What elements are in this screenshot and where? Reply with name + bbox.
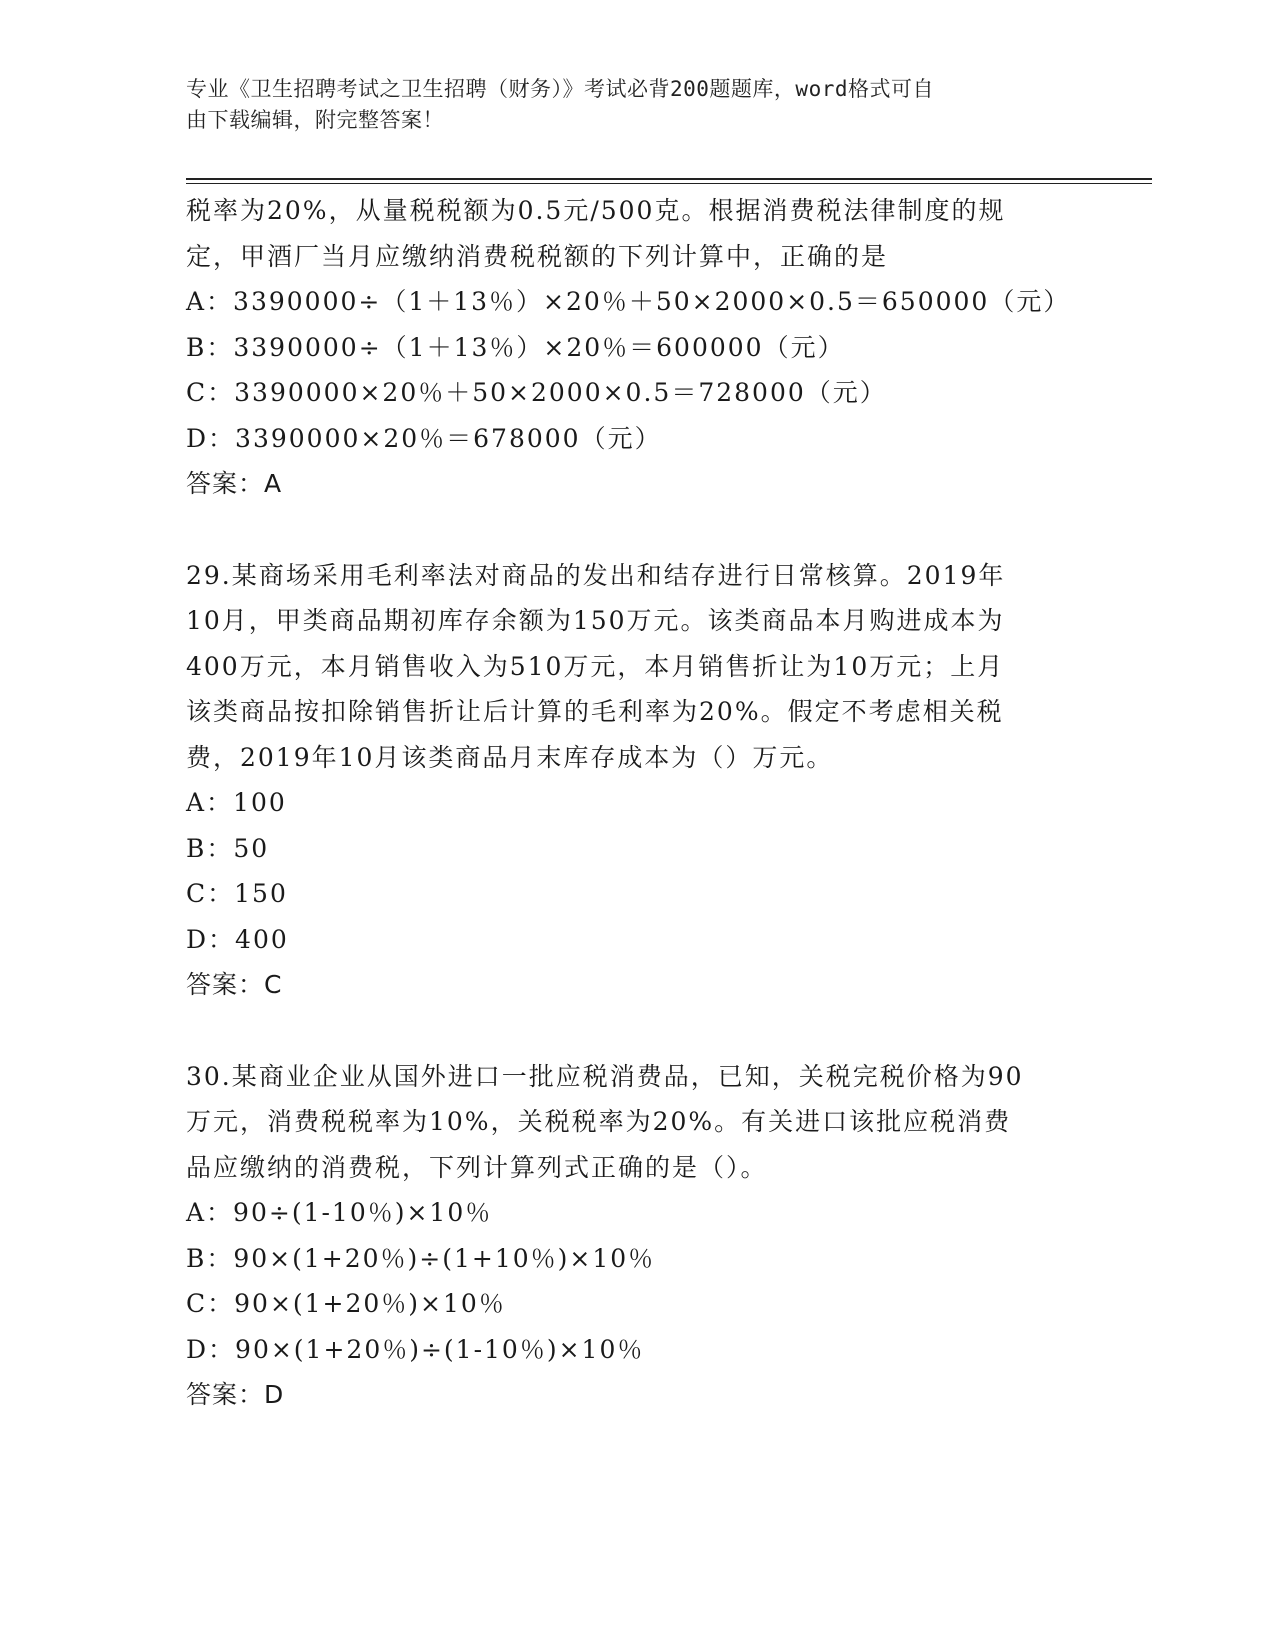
question-text-line: 品应缴纳的消费税，下列计算列式正确的是（）。 bbox=[186, 1152, 768, 1182]
question-content bbox=[186, 188, 1086, 1418]
option-d: D：3390000×20％＝678000（元） bbox=[186, 423, 662, 453]
header-divider-thick bbox=[186, 178, 1152, 180]
option-b: B：50 bbox=[186, 833, 270, 863]
header-title-line-1: 专业《卫生招聘考试之卫生招聘（财务）》考试必背200题题库，word格式可自 bbox=[186, 77, 934, 101]
option-b: B：90×(1+20％)÷(1+10％)×10％ bbox=[186, 1243, 656, 1273]
option-b: B：3390000÷（1＋13％）×20％＝600000（元） bbox=[186, 332, 845, 362]
option-c: C：3390000×20％＋50×2000×0.5＝728000（元） bbox=[186, 378, 887, 407]
answer-label: 答案：D bbox=[186, 1380, 285, 1409]
question-text-line: 税率为20%，从量税税额为0.5元/500克。根据消费税法律制度的规 bbox=[186, 196, 1006, 225]
question-30-block bbox=[186, 1054, 1086, 1418]
option-c: C：90×(1+20％)×10％ bbox=[186, 1289, 506, 1318]
question-29-block bbox=[186, 553, 1086, 1008]
question-text-line: 400万元，本月销售收入为510万元，本月销售折让为10万元；上月 bbox=[186, 651, 1005, 681]
option-d: D：400 bbox=[186, 924, 289, 954]
answer-label: 答案：A bbox=[186, 469, 283, 498]
question-text-line: 万元，消费税税率为10%，关税税率为20%。有关进口该批应税消费 bbox=[186, 1107, 1012, 1136]
question-text-line: 30.某商业企业从国外进口一批应税消费品，已知，关税完税价格为90 bbox=[186, 1061, 1024, 1091]
question-text-line: 费，2019年10月该类商品月末库存成本为（）万元。 bbox=[186, 742, 834, 772]
question-text-line: 定，甲酒厂当月应缴纳消费税税额的下列计算中，正确的是 bbox=[186, 241, 889, 271]
spacer bbox=[186, 1008, 1086, 1054]
header-divider-thin bbox=[186, 183, 1152, 184]
option-a: A：90÷(1-10％)×10％ bbox=[186, 1198, 493, 1227]
spacer bbox=[186, 507, 1086, 553]
option-d: D：90×(1+20％)÷(1-10％)×10％ bbox=[186, 1334, 645, 1364]
option-c: C：150 bbox=[186, 879, 288, 908]
header-title-line-2: 由下载编辑，附完整答案！ bbox=[186, 108, 444, 132]
question-28-block bbox=[186, 188, 1086, 507]
question-text-line: 该类商品按扣除销售折让后计算的毛利率为20%。假定不考虑相关税 bbox=[186, 697, 1004, 726]
question-text-line: 10月，甲类商品期初库存余额为150万元。该类商品本月购进成本为 bbox=[186, 606, 1005, 635]
document-header bbox=[186, 74, 1066, 136]
option-a: A：3390000÷（1＋13％）×20％＋50×2000×0.5＝650000（元） bbox=[186, 287, 1071, 316]
option-a: A：100 bbox=[186, 788, 287, 817]
question-text-line: 29.某商场采用毛利率法对商品的发出和结存进行日常核算。2019年 bbox=[186, 560, 1006, 590]
answer-label: 答案：C bbox=[186, 970, 283, 999]
